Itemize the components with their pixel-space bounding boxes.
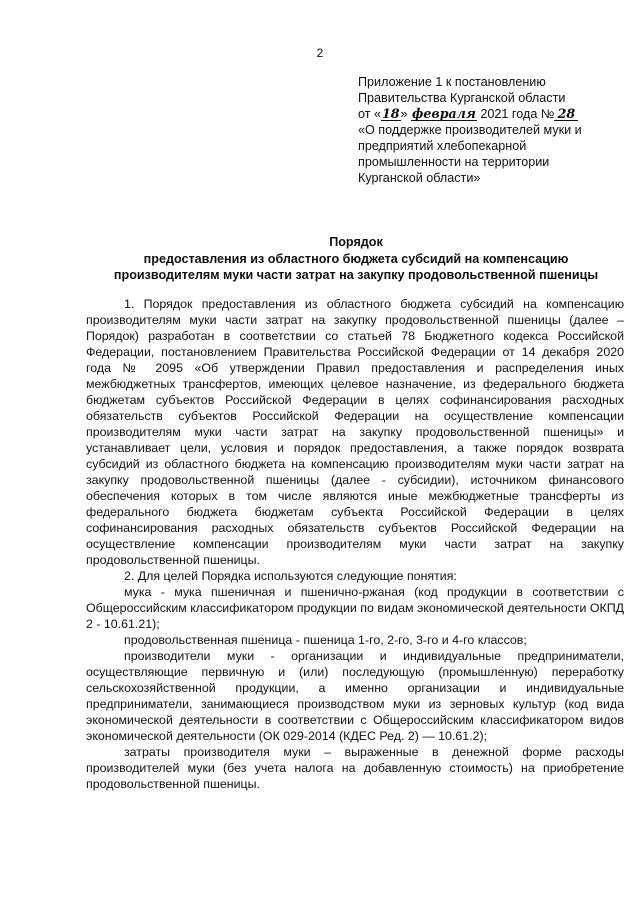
page-number: 2 <box>316 46 324 60</box>
definition-producers: производители муки - организации и индивидуальные предприниматели, осуществляющие первичную и (или) последующую (промышленную) переработку сельскохозяйственной продукции, а именно организации и индивидуальные предприниматели, занимающиеся производством муки из зерновых культур (код вида экономической деятельности в соответствии с Общероссийским классификатором видов экономической деятельности (ОК 029-2014 (КДЕС Ред. 2) — 10.61.2); <box>86 649 624 743</box>
appendix-line-4: «О поддержке производителей муки и <box>358 123 582 137</box>
appendix-line-5: предприятий хлебопекарной <box>358 139 527 153</box>
document-body <box>86 296 624 792</box>
appendix-line-1: Приложение 1 к постановлению <box>358 75 546 89</box>
handwritten-day: 18 <box>382 106 400 121</box>
heading-title: Порядок <box>329 235 383 249</box>
date-year: 2021 года № <box>480 107 555 121</box>
definition-costs: затраты производителя муки – выраженные в денежной форме расходы производителей муки (без учета налога на добавленную стоимость) на приобретение продовольственной пшеницы. <box>86 745 624 791</box>
document-heading <box>86 234 626 284</box>
heading-line-3: производителям муки части затрат на закупку продовольственной пшеницы <box>113 268 599 282</box>
definition-wheat: продовольственная пшеница - пшеница 1-го, 2-го, 3-го и 4-го классов; <box>124 633 527 647</box>
appendix-line-2: Правительства Курганской области <box>358 91 566 105</box>
handwritten-number: 28 <box>554 108 578 121</box>
handwritten-month: февраля <box>412 106 476 121</box>
appendix-line-7: Курганской области» <box>358 171 481 185</box>
date-mid: » <box>400 107 408 121</box>
appendix-block <box>358 74 618 186</box>
paragraph-1: 1. Порядок предоставления из областного бюджета субсидий на компенсацию производителям муки части затрат на закупку продовольственной пшеницы (далее – Порядок) разработан в соответствии со статьей 78 Бюджетного кодекса Российской Федерации, постановлением Правительства Российской Федерации от 14 декабря 2020 года № 2095 «Об утверждении Правил предоставления и распределения иных межбюджетных трансфертов, имеющих целевое назначение, из федерального бюджета бюджетам субъектов Российской Федерации в целях софинансирования расходных обязательств субъектов Российской Федерации на осуществление компенсации производителям муки части затрат на закупку продовольственной пшеницы» и устанавливает цели, условия и порядок предоставления, а также порядок возврата субсидий из областного бюджета на компенсацию производителям муки части затрат на закупку продовольственной пшеницы (далее - субсидии), источником финансового обеспечения которых в том числе являются иные межбюджетные трансферты из федерального бюджета бюджетам субъекта Российской Федерации в целях софинансирования расходных обязательств субъектов Российской Федерации на осуществление компенсации производителям муки части затрат на закупку продовольственной пшеницы. <box>86 297 624 567</box>
appendix-line-6: промышленности на территории <box>358 155 550 169</box>
appendix-date-line <box>358 106 618 122</box>
definition-flour: мука - мука пшеничная и пшенично-ржаная (код продукции в соответствии с Общероссийским классификатором продукции по видам экономической деятельности ОКПД 2 - 10.61.21); <box>86 585 624 631</box>
heading-line-2: предоставления из областного бюджета субсидий на компенсацию <box>143 251 569 266</box>
date-prefix: от « <box>358 107 381 121</box>
paragraph-2: 2. Для целей Порядка используются следующие понятия: <box>124 569 457 583</box>
